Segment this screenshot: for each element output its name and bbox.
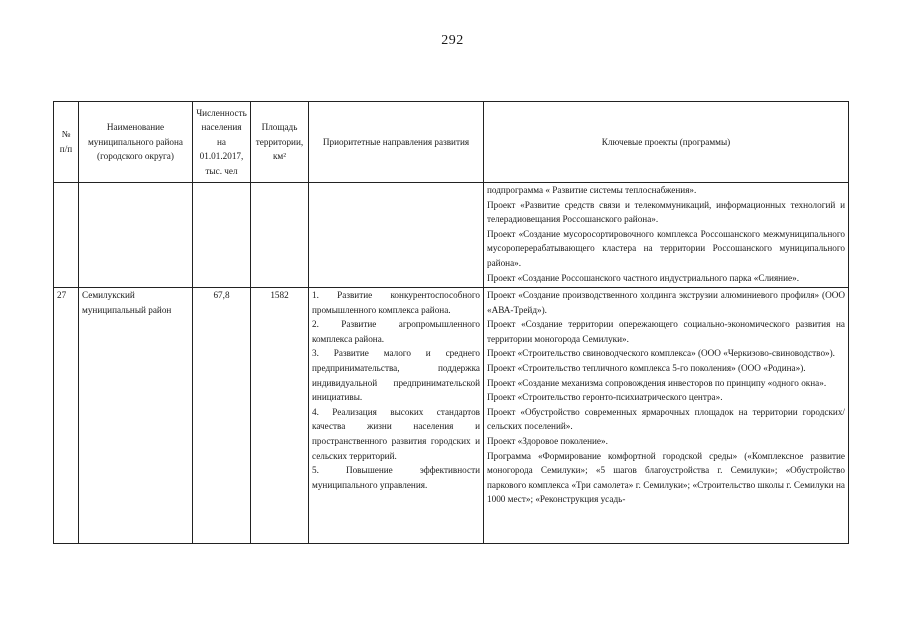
directions-cell — [309, 288, 484, 544]
header-area: Площадь территории, км² — [251, 102, 309, 183]
list-item: Проект «Строительство геронто-психиатрического центра». — [487, 392, 723, 403]
area-value: 1582 — [251, 288, 309, 544]
header-population: Численность населения на 01.01.2017, тыс. чел — [193, 102, 251, 183]
list-item: подпрограмма « Развитие системы теплоснабжения». — [487, 185, 697, 195]
projects-cell — [484, 288, 849, 544]
header-projects: Ключевые проекты (программы) — [484, 102, 849, 183]
list-item: Проект «Строительство тепличного комплекса 5-го поколения» (ООО «Родина»). — [487, 362, 806, 373]
header-row — [54, 102, 849, 183]
header-name: Наименование муниципального района (городского округа) — [79, 102, 193, 183]
district-name: Семилукский муниципальный район — [79, 288, 193, 544]
list-item: Проект «Развитие средств связи и телекоммуникаций, информационных технологий и телерадиовещания Россошанского района». — [487, 199, 845, 225]
list-item: 3. Развитие малого и среднего предпринимательства, поддержка индивидуальной предпринимательской инициативы. — [312, 348, 480, 403]
continued-projects-cell — [484, 183, 849, 288]
list-item: Программа «Формирование комфортной городской среды» («Комплексное развитие моногорода Семилуки»; «5 шагов благоустройства г. Семилуки»; «Обустройство паркового комплекса «Три самолета» г. Семилуки»; «Строительство школы г. Семилуки на 1000 мест»; «Реконструкция усадь- — [487, 450, 845, 505]
list-item: Проект «Здоровое поколение». — [487, 435, 608, 446]
list-item: 1. Развитие конкурентоспособного промышленного комплекса района. — [312, 290, 480, 315]
list-item: Проект «Создание производственного холдинга экструзии алюминиевого профиля» (ООО «АВА-Трейд»). — [487, 290, 845, 315]
header-directions: Приоритетные направления развития — [309, 102, 484, 183]
list-item: Проект «Обустройство современных ярмарочных площадок на территории городских/сельских поселений». — [487, 406, 845, 432]
row-number: 27 — [54, 288, 79, 544]
list-item: Проект «Создание территории опережающего социально-экономического развития на территории моногорода Семилуки». — [487, 319, 845, 344]
list-item: 4. Реализация высоких стандартов качества жизни населения и пространственного развития городских и сельских территорий. — [312, 406, 480, 461]
list-item: Проект «Строительство свиноводческого комплекса» (ООО «Черкизово-свиноводство»). — [487, 348, 835, 359]
header-num: № п/п — [54, 102, 79, 183]
list-item: Проект «Создание мусоросортировочного комплекса Россошанского межмуниципального мусороперерабатывающего кластера на территории Россошанского муниципального района». — [487, 228, 845, 268]
list-item: Проект «Создание Россошанского частного индустриального парка «Слияние». — [487, 272, 799, 283]
page-number: 292 — [441, 33, 464, 48]
list-item: 2. Развитие агропромышленного комплекса района. — [312, 319, 480, 344]
table-row-27 — [54, 288, 849, 544]
table-row-continued — [54, 183, 849, 288]
projects-table — [53, 101, 849, 544]
population-value: 67,8 — [193, 288, 251, 544]
list-item: 5. Повышение эффективности муниципального управления. — [312, 465, 480, 490]
list-item: Проект «Создание механизма сопровождения инвесторов по принципу «одного окна». — [487, 377, 827, 388]
